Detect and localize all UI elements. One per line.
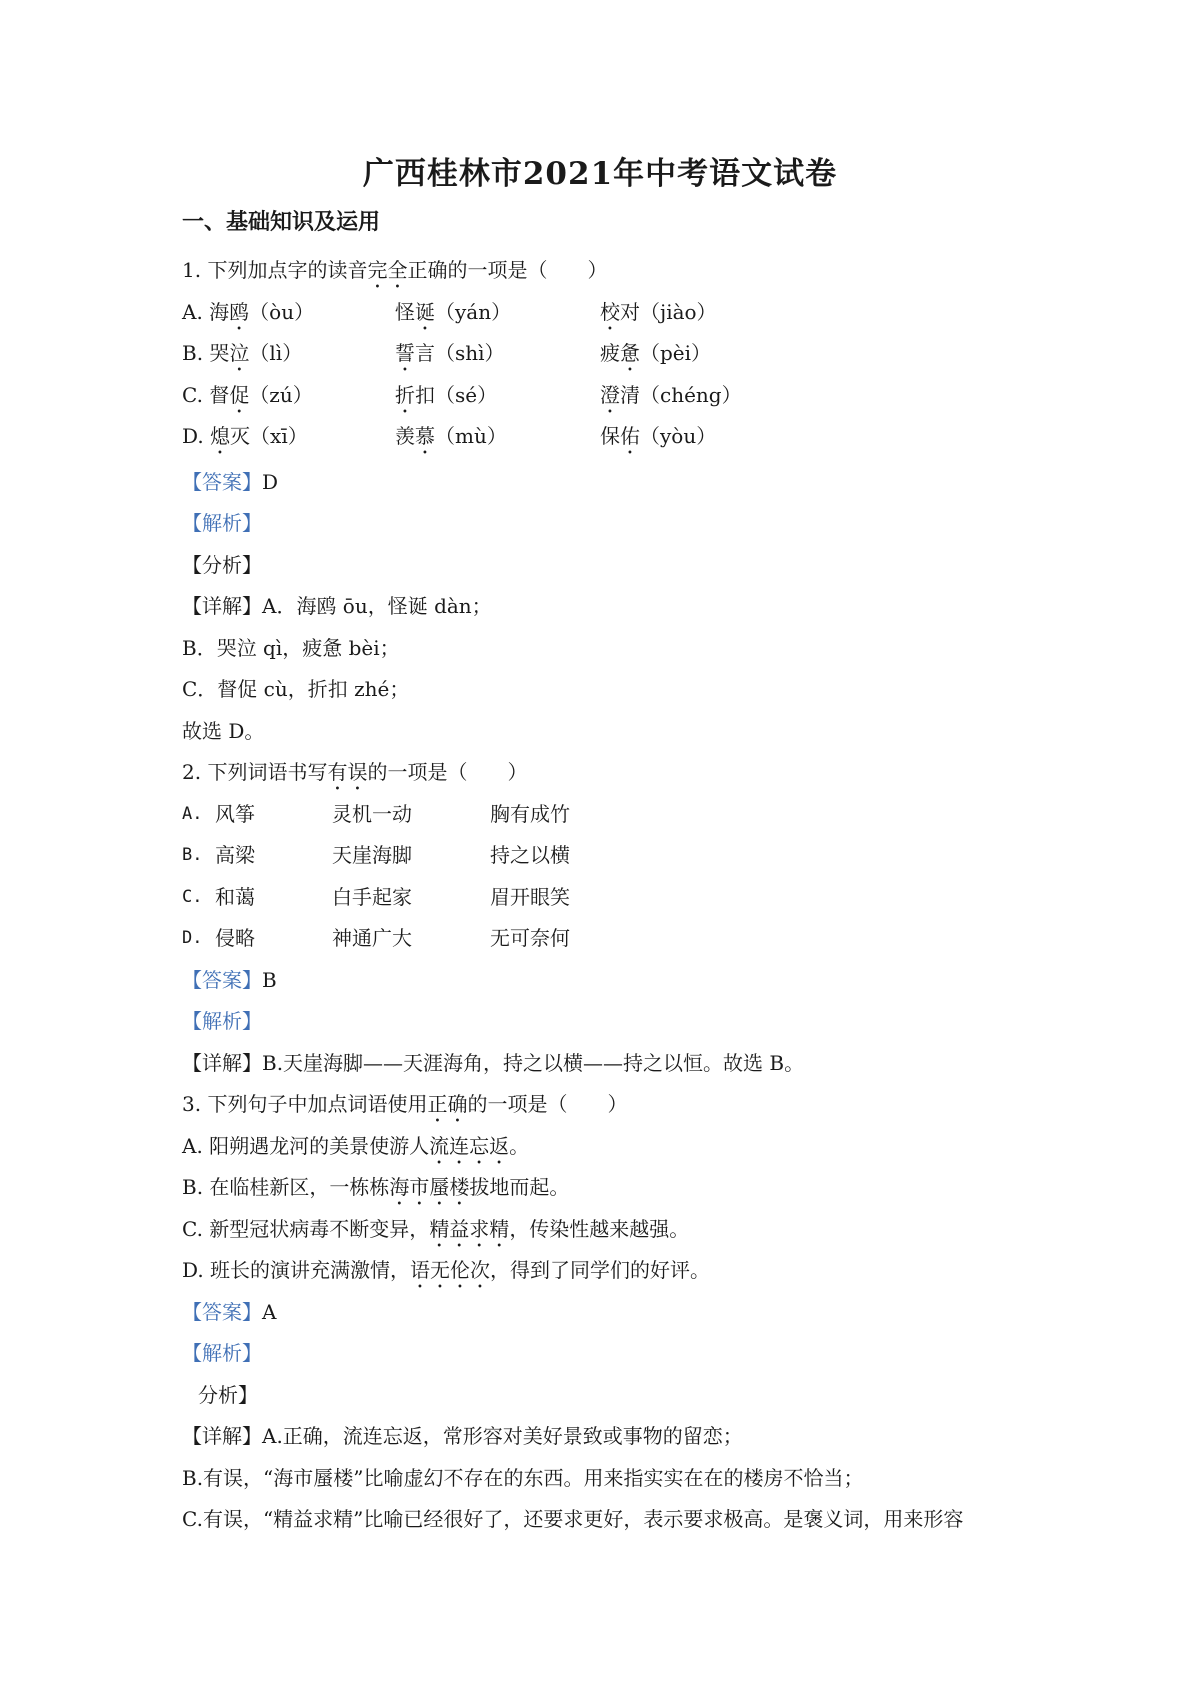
option-item: [600, 422, 716, 459]
emphasis-char: 鸥: [229, 300, 250, 324]
option-word: 和蔼: [215, 885, 255, 909]
option-item: [395, 422, 507, 459]
answer-tag: 【答案】: [182, 1300, 262, 1324]
question-3-option: [182, 1173, 569, 1210]
question-3-answer: 【答案】A: [182, 1300, 277, 1324]
question-1-detail: 【详解】A．海鸥 ōu，怪诞 dàn；: [182, 594, 492, 618]
word-part: 扣: [415, 383, 435, 407]
question-3-fenxi-tag: 分析】: [198, 1383, 258, 1407]
option-word: 持之以横: [490, 843, 570, 867]
word-part: 言: [415, 341, 435, 365]
pinyin: （yán）: [435, 300, 512, 324]
option-label: D.: [182, 424, 211, 448]
pinyin: （shì）: [435, 341, 505, 365]
word-part: 清: [620, 383, 640, 407]
emphasis-char: 校: [600, 300, 620, 324]
option-word: 天崖海脚: [332, 843, 412, 867]
question-3-detail: 【详解】A.正确，流连忘返，常形容对美好景致或事物的留恋；: [182, 1424, 743, 1448]
option-label: D.: [182, 928, 203, 948]
word-part: 海: [209, 300, 230, 324]
option-item: [600, 298, 717, 335]
question-1-detail-line: C．督促 cù，折扣 zhé；: [182, 677, 410, 701]
emphasis-char: 澄: [600, 383, 620, 407]
answer-tag: 【答案】: [182, 470, 262, 494]
sentence-part: ，传染性越来越强。: [509, 1217, 690, 1241]
emphasis-char: 佑: [620, 424, 640, 448]
option-word: 眉开眼笑: [490, 885, 570, 909]
emphasis-char: 熄: [210, 424, 231, 448]
question-3-analysis-tag: 【解析】: [182, 1341, 262, 1365]
option-item: [395, 298, 511, 335]
word-part: 对: [620, 300, 640, 324]
emphasis-char: 促: [229, 383, 250, 407]
option-word: 无可奈何: [490, 926, 570, 950]
emphasis-text: 完全: [367, 258, 408, 282]
question-3-option: [182, 1256, 710, 1293]
sentence-part: 。: [509, 1134, 530, 1158]
sentence-part: A. 阳朔遇龙河的美景使游人: [182, 1134, 430, 1158]
pinyin: （lì）: [249, 341, 303, 365]
word-part: 灭: [230, 424, 251, 448]
question-1-stem: 1. 下列加点字的读音完全正确的一项是（ ）: [182, 258, 608, 282]
question-2-analysis-tag: 【解析】: [182, 1009, 262, 1033]
question-1-detail-line: B．哭泣 qì，疲惫 bèi；: [182, 636, 400, 660]
option-item: [182, 422, 308, 459]
emphasis-phrase: 海市蜃楼: [389, 1175, 470, 1199]
option-word: 风筝: [215, 802, 255, 826]
option-item: [600, 381, 742, 418]
word-part: 保: [600, 424, 620, 448]
option-label: A.: [182, 804, 203, 824]
option-word: 胸有成竹: [490, 802, 570, 826]
page-title: 广西桂林市2021年中考语文试卷: [362, 156, 838, 192]
option-label: B.: [182, 341, 210, 365]
option-item: [182, 381, 313, 418]
word-part: 督: [209, 383, 230, 407]
question-1-answer: 【答案】D: [182, 470, 279, 494]
pinyin: （sé）: [435, 383, 498, 407]
pinyin: （yòu）: [640, 424, 717, 448]
emphasis-phrase: 精益求精: [429, 1217, 510, 1241]
option-word: 侵略: [215, 926, 255, 950]
question-3-option: [182, 1132, 529, 1169]
question-1-fenxi-tag: 【分析】: [182, 553, 262, 577]
question-2-answer: 【答案】B: [182, 968, 277, 992]
pinyin: （xī）: [250, 424, 308, 448]
question-1-analysis-tag: 【解析】: [182, 511, 262, 535]
emphasis-char: 泣: [229, 341, 250, 365]
emphasis-phrase: 流连忘返: [429, 1134, 510, 1158]
emphasis-char: 誓: [395, 341, 415, 365]
answer-tag: 【答案】: [182, 968, 262, 992]
pinyin: （pèi）: [640, 341, 712, 365]
sentence-part: D. 班长的演讲充满激情，: [182, 1258, 411, 1282]
question-3-detail-line: B.有误，“海市蜃楼”比喻虚幻不存在的东西。用来指实实在在的楼房不恰当；: [182, 1466, 864, 1490]
question-2-stem: 2. 下列词语书写有误的一项是（ ）: [182, 760, 528, 784]
sentence-part: 拔地而起。: [469, 1175, 570, 1199]
option-item: [395, 339, 505, 376]
pinyin: （òu）: [249, 300, 315, 324]
emphasis-char: 慕: [415, 424, 435, 448]
option-word: 高梁: [215, 843, 255, 867]
question-3-detail-line: C.有误，“精益求精”比喻已经很好了，还要求更好，表示要求极高。是褒义词，用来形容: [182, 1507, 964, 1531]
question-2-detail: 【详解】B.天崖海脚——天涯海角，持之以横——持之以恒。故选 B。: [182, 1051, 805, 1075]
word-part: 哭: [209, 341, 230, 365]
option-word: 神通广大: [332, 926, 412, 950]
pinyin: （zú）: [249, 383, 313, 407]
emphasis-char: 折: [395, 383, 415, 407]
option-label: C.: [182, 887, 203, 907]
option-item: [182, 339, 302, 376]
question-1-conclusion: 故选 D。: [182, 719, 265, 743]
emphasis-char: 诞: [415, 300, 435, 324]
option-item: [395, 381, 497, 418]
sentence-part: B. 在临桂新区，一栋栋: [182, 1175, 390, 1199]
option-word: 灵机一动: [332, 802, 412, 826]
question-3-option: [182, 1215, 689, 1252]
section-heading: 一、基础知识及运用: [182, 209, 381, 235]
emphasis-char: 惫: [620, 341, 640, 365]
word-part: 羡: [395, 424, 415, 448]
sentence-part: C. 新型冠状病毒不断变异，: [182, 1217, 430, 1241]
option-label: A.: [182, 300, 210, 324]
question-3-stem: 3. 下列句子中加点词语使用正确的一项是（ ）: [182, 1092, 628, 1116]
pinyin: （chéng）: [640, 383, 742, 407]
emphasis-text: 正确: [427, 1092, 468, 1116]
word-part: 疲: [600, 341, 620, 365]
option-item: [600, 339, 711, 376]
emphasis-phrase: 语无伦次: [410, 1258, 491, 1282]
pinyin: （jiào）: [640, 300, 717, 324]
option-item: [182, 298, 314, 335]
pinyin: （mù）: [435, 424, 507, 448]
word-part: 怪: [395, 300, 415, 324]
option-word: 白手起家: [332, 885, 412, 909]
option-label: B.: [182, 845, 203, 865]
emphasis-text: 有误: [327, 760, 368, 784]
sentence-part: ，得到了同学们的好评。: [490, 1258, 711, 1282]
option-label: C.: [182, 383, 210, 407]
